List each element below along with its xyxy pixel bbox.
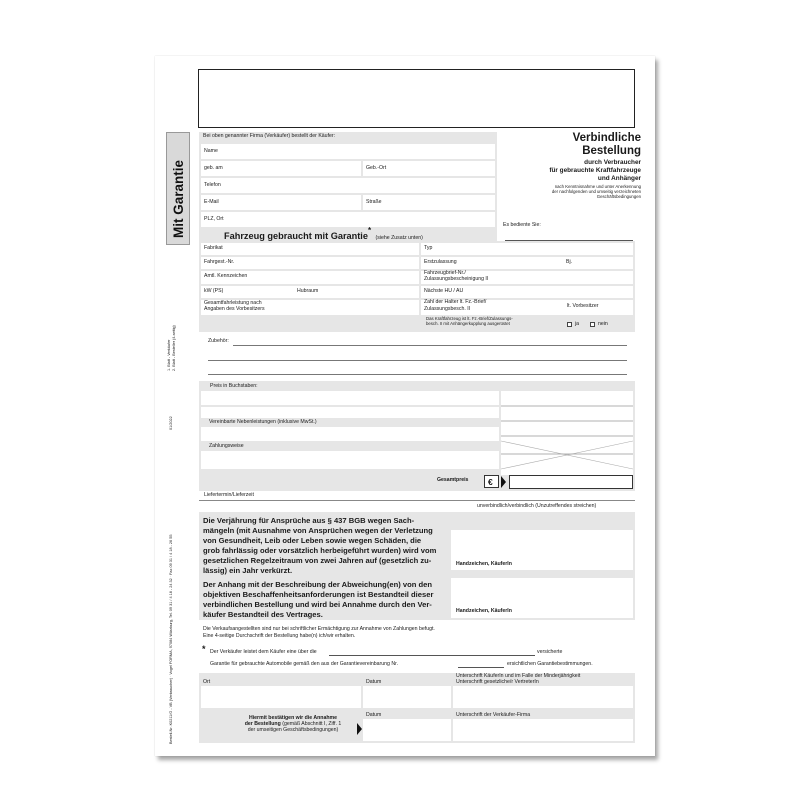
served-by-label: Es bediente Sie: [503,222,541,228]
guarantee-number-field[interactable] [458,667,504,668]
price-words-label: Preis in Buchstaben: [210,383,258,389]
zip-city-label: PLZ, Ort [204,216,224,222]
date-label: Datum [366,679,382,685]
guarantee-line-2b: ersichtlichen Garantiebestimmungen. [507,661,593,667]
currency-box [484,475,499,488]
make-label: Fabrikat [204,245,223,251]
phone-label: Telefon [204,182,221,188]
guarantee-star: * [202,644,206,654]
year-label: Bj. [566,259,573,265]
accessories-line-2[interactable] [208,360,627,361]
vehicle-section [199,241,635,332]
delivery-field[interactable] [199,500,635,501]
hitch-yes-checkbox[interactable] [567,322,572,327]
displacement-label: Hubraum [297,288,319,294]
form-heading [549,132,641,200]
heading-title-2: Bestellung [582,144,641,157]
guarantee-line-2a: Garantie für gebrauchte Automobile gemäß den aus der Garantievereinbarung Nr. [210,661,399,667]
publisher-info: Bestell-Nr. K0211/G - VB (Verbraucher) · Vogel FORMA, 97084 Würzburg, Tel. 09 31 / 4 18 - 24 32 · Fax 09 31 / 4 18 - 26 55 [169,534,173,744]
mileage-field[interactable] [201,300,419,315]
email-label: E-Mail [204,199,219,205]
date-field-2[interactable] [363,719,451,741]
initials-label-2: Handzeichen, KäuferIn [456,608,512,614]
birthplace-field[interactable] [363,161,495,176]
owners-label-2: Zulassungsbesch. II [424,306,471,312]
warranty-text-5: gesetzlichen Regelzeitraum von zwei Jahren auf (gesetzlich zu- [203,556,432,565]
hitch-yes-label: ja [575,321,580,327]
guarantee-line-1b: versicherte [537,649,563,655]
heading-note-1: nach Kenntnisnahme und unter Anerkennung [554,184,641,190]
date-label-2: Datum [366,712,382,718]
annex-text-1: Der Anhang mit der Beschreibung der Abweichung(en) von den [203,580,432,589]
payment-field[interactable] [201,451,499,469]
warranty-text-3: von Gesundheit, Leib oder Leben sowie wegen Schäden, die [203,536,422,545]
hitch-no-checkbox[interactable] [590,322,595,327]
extra-services-label: Vereinbarte Nebenleistungen (inklusive MwSt.) [209,419,317,425]
place-label: Ort [203,679,211,685]
acceptance-arrow-icon [357,723,362,735]
total-price-field[interactable] [509,475,633,489]
mileage-label-2: Angaben des Vorbesitzers [204,306,265,312]
price-section [199,381,635,491]
currency-symbol: € [488,477,493,487]
heading-note-2: der nachfolgenden und umseitig verzeichneten [551,189,641,195]
guarantee-line-1a: Der Verkäufer leistet dem Käufer eine über die [210,649,317,655]
annex-text-3: verbindlichen Bestellung und wird bei Annahme durch den Ver- [203,600,432,609]
plate-label: Amtl. Kennzeichen [204,273,248,279]
copies-line-1: 1. Blatt - Verkäufer [167,339,171,371]
buyer-intro: Bei oben genannter Firma (Verkäufer) bestellt der Käufer: [203,133,336,139]
mileage-label-1: Gesamtfahrleistung nach [204,300,262,306]
street-label: Straße [366,199,382,205]
heading-title-1: Verbindliche [572,132,641,144]
seller-signature-field[interactable] [453,719,633,741]
vehicle-letter-field[interactable] [421,271,633,284]
delivery-note: unverbindlich/verbindlich (Unzutreffendes streichen) [477,503,597,509]
acceptance-text-1: Hiermit bestätigen wir die Annahme [248,715,337,721]
copies-line-2: 2. Blatt - Besteller (4-seitig) [172,325,176,371]
buyer-signature-label-1: Unterschrift KäuferIn und im Falle der Minderjährigkeit [456,673,581,679]
form-date: 01/2022 [169,416,173,430]
accessories-label: Zubehör: [208,338,229,344]
vehicle-letter-label-2: Zulassungsbescheinigung II [424,276,489,282]
vehicle-title-star: * [367,226,372,235]
seller-signature-label: Unterschrift der Verkäufer-Firma [456,712,531,718]
buyer-signature-field[interactable] [453,686,633,708]
owners-field[interactable] [421,300,633,315]
seller-address-box[interactable] [198,69,635,128]
chassis-field[interactable] [201,257,419,269]
chassis-label: Fahrgest.-Nr. [204,259,235,265]
warranty-text-1: Die Verjährung für Ansprüche aus § 437 BGB wegen Sach- [203,516,415,525]
total-arrow-icon [501,476,506,488]
delivery-label: Liefertermin/Lieferzeit [204,492,254,498]
type-label: Typ [424,245,433,251]
power-label: kW (PS) [204,288,224,294]
date-field[interactable] [363,686,451,708]
name-field[interactable] [201,144,495,159]
legal-line-2: Eine 4-seitige Durchschrift der Bestellung habe(n) ich/wir erhalten. [203,633,356,639]
birthdate-field[interactable] [201,161,361,176]
type-field[interactable] [421,243,633,255]
previous-owner-label: lt. Vorbesitzer [567,303,599,309]
vehicle-letter-label-1: Fahrzeugbrief-Nr./ [424,270,466,276]
order-form-sheet [155,56,655,756]
plate-field[interactable] [201,271,419,284]
registration-field[interactable] [421,257,633,269]
price-amounts-grid [501,391,633,475]
power-field[interactable] [201,286,419,298]
phone-field[interactable] [201,178,495,193]
email-field[interactable] [201,195,361,210]
extra-services-field[interactable] [201,427,499,441]
hitch-label-1: Das Kraftfahrzeug ist lt. Fz.-Brief/Zulassungs- [426,316,513,321]
heading-note-3: Geschäftsbedingungen [596,194,641,200]
place-field[interactable] [201,686,361,708]
price-words-field-2[interactable] [201,407,499,418]
acceptance-text-2a: der Bestellung [244,720,281,727]
hitch-label-2: besch. II mit Anhängerkupplung ausgerüstet [426,321,510,326]
birthdate-label: geb. am [204,165,223,171]
inspection-field[interactable] [421,286,633,298]
buyer-section [199,132,497,241]
birthplace-label: Geb.-Ort [366,165,387,171]
annex-text-2: objektiven Beschaffenheitsanforderungen ist Bestandteil dieser [203,590,434,599]
warranty-text-6: lässig) ein Jahr verkürzt. [203,566,293,575]
zip-city-field[interactable] [201,212,495,227]
side-title: Mit Garantie [171,159,186,238]
initials-label-1: Handzeichen, KäuferIn [456,561,512,567]
terms-section [199,512,635,620]
price-amounts-column [501,391,633,475]
hitch-no-label: nein [598,321,608,327]
total-price-label: Gesamtpreis [437,477,469,483]
acceptance-box [227,716,359,734]
buyer-signature-label-2: Unterschrift gesetzliche/r VertreterIn [456,679,539,685]
inspection-label: Nächste HU / AU [424,288,464,294]
accessories-line-3[interactable] [208,374,627,375]
warranty-text-4: grob fahrlässig oder vorsätzlich herbeigeführt wurden) wird vom [203,546,437,555]
registration-label: Erstzulassung [424,259,457,265]
annex-text-4: käufer Bestandteil des Vertrages. [203,610,323,619]
heading-sub-3: und Anhänger [597,175,641,183]
side-title-box [166,132,190,245]
vehicle-title-note: (siehe Zusatz unten) [375,235,423,241]
accessories-line-1[interactable] [233,345,627,346]
signature-section [199,673,635,743]
make-field[interactable] [201,243,419,255]
owners-label-1: Zahl der Halter lt. Fz.-Brief/ [424,299,487,305]
name-label: Name [204,148,218,154]
payment-label: Zahlungsweise [209,443,244,449]
legal-line-1: Die Verkaufsangestellten sind nur bei schriftlicher Ermächtigung zur Annahme von Zahlungen befugt. [203,626,435,632]
heading-sub-1: durch Verbraucher [584,159,641,167]
street-field[interactable] [363,195,495,210]
price-words-field[interactable] [201,391,499,405]
acceptance-text-3: der umseitigen Geschäftsbedingungen) [247,726,339,733]
heading-sub-2: für gebrauchte Kraftfahrzeuge [549,167,641,175]
acceptance-text-2b: (gemäß Abschnitt I, Ziff. 1 [282,720,342,727]
vehicle-title-text: Fahrzeug gebraucht mit Garantie [224,231,368,241]
guarantee-insurer-field[interactable] [329,655,535,656]
warranty-text-2: mängeln (mit Ausnahme von Ansprüchen wegen der Verletzung [203,526,433,535]
